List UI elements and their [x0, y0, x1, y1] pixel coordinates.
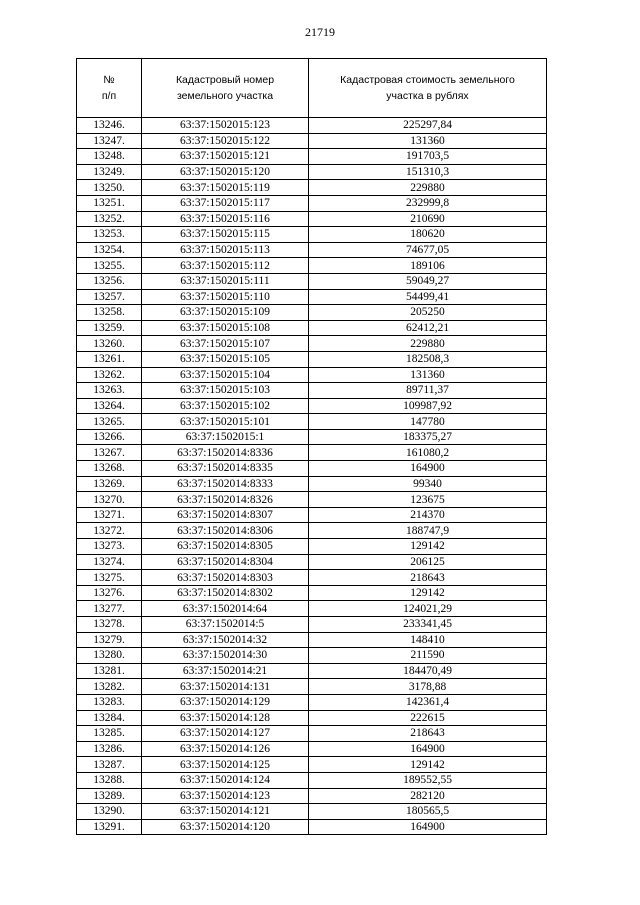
- row-number-cell: 13289.: [77, 788, 142, 804]
- table-row: [77, 398, 547, 414]
- cadastral-number-cell: 63:37:1502014:131: [142, 679, 309, 695]
- cadastral-value-cell: 232999,8: [309, 195, 547, 211]
- row-number-cell: 13264.: [77, 398, 142, 414]
- row-number-cell: 13280.: [77, 648, 142, 664]
- cadastral-value-cell: 222615: [309, 710, 547, 726]
- table-row: [77, 694, 547, 710]
- table-body: [77, 118, 547, 835]
- cadastral-value-cell: 206125: [309, 554, 547, 570]
- cadastral-value-cell: 189106: [309, 258, 547, 274]
- cadastral-number-cell: 63:37:1502015:111: [142, 273, 309, 289]
- cadastral-number-cell: 63:37:1502014:30: [142, 648, 309, 664]
- cadastral-value-cell: 164900: [309, 741, 547, 757]
- table-row: [77, 585, 547, 601]
- cadastral-value-table: [76, 58, 547, 835]
- cadastral-value-cell: 229880: [309, 336, 547, 352]
- table-row: [77, 445, 547, 461]
- row-number-cell: 13263.: [77, 383, 142, 399]
- cadastral-number-cell: 63:37:1502014:8303: [142, 570, 309, 586]
- table-row: [77, 367, 547, 383]
- cadastral-number-cell: 63:37:1502015:117: [142, 195, 309, 211]
- row-number-cell: 13279.: [77, 632, 142, 648]
- header-row: [77, 59, 547, 118]
- cadastral-number-cell: 63:37:1502015:122: [142, 133, 309, 149]
- cadastral-value-cell: 99340: [309, 476, 547, 492]
- row-number-cell: 13260.: [77, 336, 142, 352]
- cadastral-number-cell: 63:37:1502015:115: [142, 227, 309, 243]
- cadastral-number-cell: 63:37:1502015:110: [142, 289, 309, 305]
- cadastral-number-cell: 63:37:1502014:126: [142, 741, 309, 757]
- table-row: [77, 133, 547, 149]
- cadastral-number-cell: 63:37:1502014:123: [142, 788, 309, 804]
- cadastral-number-cell: 63:37:1502014:32: [142, 632, 309, 648]
- cadastral-number-cell: 63:37:1502015:112: [142, 258, 309, 274]
- cadastral-number-cell: 63:37:1502014:8326: [142, 492, 309, 508]
- row-number-cell: 13253.: [77, 227, 142, 243]
- table-row: [77, 429, 547, 445]
- row-number-cell: 13267.: [77, 445, 142, 461]
- row-number-cell: 13283.: [77, 694, 142, 710]
- cadastral-number-cell: 63:37:1502014:64: [142, 601, 309, 617]
- cadastral-number-cell: 63:37:1502015:113: [142, 242, 309, 258]
- row-number-cell: 13248.: [77, 149, 142, 165]
- row-number-cell: 13256.: [77, 273, 142, 289]
- cadastral-value-cell: 210690: [309, 211, 547, 227]
- page-number: 21719: [305, 25, 335, 39]
- table-row: [77, 788, 547, 804]
- table-row: [77, 726, 547, 742]
- cadastral-number-cell: 63:37:1502015:109: [142, 305, 309, 321]
- cadastral-value-cell: 218643: [309, 726, 547, 742]
- table-row: [77, 570, 547, 586]
- cadastral-number-cell: 63:37:1502015:102: [142, 398, 309, 414]
- cadastral-value-cell: 180620: [309, 227, 547, 243]
- cadastral-value-cell: 62412,21: [309, 320, 547, 336]
- cadastral-number-cell: 63:37:1502014:8333: [142, 476, 309, 492]
- table-row: [77, 258, 547, 274]
- table-row: [77, 523, 547, 539]
- table-row: [77, 601, 547, 617]
- cadastral-number-cell: 63:37:1502014:124: [142, 772, 309, 788]
- table-row: [77, 617, 547, 633]
- cadastral-value-cell: 59049,27: [309, 273, 547, 289]
- row-number-cell: 13249.: [77, 164, 142, 180]
- table-row: [77, 149, 547, 165]
- cadastral-value-cell: 131360: [309, 133, 547, 149]
- row-number-cell: 13266.: [77, 429, 142, 445]
- table-row: [77, 507, 547, 523]
- cadastral-value-cell: 164900: [309, 819, 547, 835]
- row-number-cell: 13272.: [77, 523, 142, 539]
- header-number: [77, 59, 142, 118]
- table-row: [77, 195, 547, 211]
- cadastral-number-cell: 63:37:1502014:120: [142, 819, 309, 835]
- cadastral-value-cell: 147780: [309, 414, 547, 430]
- row-number-cell: 13290.: [77, 804, 142, 820]
- row-number-cell: 13261.: [77, 351, 142, 367]
- cadastral-number-cell: 63:37:1502014:8305: [142, 539, 309, 555]
- cadastral-value-cell: 131360: [309, 367, 547, 383]
- cadastral-value-cell: 180565,5: [309, 804, 547, 820]
- row-number-cell: 13254.: [77, 242, 142, 258]
- table-row: [77, 211, 547, 227]
- cadastral-number-cell: 63:37:1502015:101: [142, 414, 309, 430]
- row-number-cell: 13247.: [77, 133, 142, 149]
- cadastral-value-cell: 225297,84: [309, 118, 547, 134]
- cadastral-value-cell: 183375,27: [309, 429, 547, 445]
- row-number-cell: 13269.: [77, 476, 142, 492]
- row-number-cell: 13252.: [77, 211, 142, 227]
- cadastral-value-cell: 142361,4: [309, 694, 547, 710]
- row-number-cell: 13276.: [77, 585, 142, 601]
- cadastral-value-cell: 188747,9: [309, 523, 547, 539]
- cadastral-value-cell: 218643: [309, 570, 547, 586]
- cadastral-value-cell: 129142: [309, 585, 547, 601]
- cadastral-number-cell: 63:37:1502014:5: [142, 617, 309, 633]
- row-number-cell: 13288.: [77, 772, 142, 788]
- table-row: [77, 648, 547, 664]
- table-row: [77, 320, 547, 336]
- header-cadastral-number-line1: Кадастровый номер: [175, 74, 275, 86]
- cadastral-value-cell: 124021,29: [309, 601, 547, 617]
- row-number-cell: 13255.: [77, 258, 142, 274]
- table-row: [77, 227, 547, 243]
- row-number-cell: 13262.: [77, 367, 142, 383]
- cadastral-number-cell: 63:37:1502014:8307: [142, 507, 309, 523]
- table-row: [77, 336, 547, 352]
- cadastral-value-cell: 282120: [309, 788, 547, 804]
- cadastral-number-cell: 63:37:1502015:108: [142, 320, 309, 336]
- row-number-cell: 13257.: [77, 289, 142, 305]
- row-number-cell: 13259.: [77, 320, 142, 336]
- cadastral-number-cell: 63:37:1502015:1: [142, 429, 309, 445]
- table-header: [77, 59, 547, 118]
- row-number-cell: 13270.: [77, 492, 142, 508]
- cadastral-value-cell: 164900: [309, 461, 547, 477]
- cadastral-number-cell: 63:37:1502014:127: [142, 726, 309, 742]
- cadastral-value-cell: 109987,92: [309, 398, 547, 414]
- cadastral-number-cell: 63:37:1502015:116: [142, 211, 309, 227]
- cadastral-number-cell: 63:37:1502015:105: [142, 351, 309, 367]
- table-row: [77, 273, 547, 289]
- table-row: [77, 772, 547, 788]
- cadastral-number-cell: 63:37:1502015:123: [142, 118, 309, 134]
- cadastral-number-cell: 63:37:1502015:120: [142, 164, 309, 180]
- cadastral-number-cell: 63:37:1502014:121: [142, 804, 309, 820]
- table-row: [77, 242, 547, 258]
- table-row: [77, 539, 547, 555]
- cadastral-value-cell: 189552,55: [309, 772, 547, 788]
- cadastral-value-cell: 74677,05: [309, 242, 547, 258]
- row-number-cell: 13271.: [77, 507, 142, 523]
- row-number-cell: 13265.: [77, 414, 142, 430]
- cadastral-number-cell: 63:37:1502015:119: [142, 180, 309, 196]
- cadastral-value-cell: 191703,5: [309, 149, 547, 165]
- table-row: [77, 679, 547, 695]
- cadastral-value-cell: 205250: [309, 305, 547, 321]
- row-number-cell: 13284.: [77, 710, 142, 726]
- table-row: [77, 164, 547, 180]
- header-cadastral-value-line2: участка в рублях: [386, 90, 469, 102]
- cadastral-number-cell: 63:37:1502014:8306: [142, 523, 309, 539]
- cadastral-number-cell: 63:37:1502014:8302: [142, 585, 309, 601]
- table-row: [77, 492, 547, 508]
- header-cadastral-value: [309, 59, 547, 118]
- header-cadastral-number-line2: земельного участка: [176, 90, 274, 102]
- cadastral-number-cell: 63:37:1502014:125: [142, 757, 309, 773]
- table-row: [77, 710, 547, 726]
- row-number-cell: 13273.: [77, 539, 142, 555]
- row-number-cell: 13251.: [77, 195, 142, 211]
- table-row: [77, 118, 547, 134]
- table-row: [77, 383, 547, 399]
- table-row: [77, 305, 547, 321]
- cadastral-number-cell: 63:37:1502014:21: [142, 663, 309, 679]
- cadastral-value-cell: 182508,3: [309, 351, 547, 367]
- cadastral-number-cell: 63:37:1502014:8336: [142, 445, 309, 461]
- cadastral-value-cell: 211590: [309, 648, 547, 664]
- table-row: [77, 554, 547, 570]
- row-number-cell: 13285.: [77, 726, 142, 742]
- cadastral-number-cell: 63:37:1502015:104: [142, 367, 309, 383]
- row-number-cell: 13281.: [77, 663, 142, 679]
- cadastral-value-cell: 148410: [309, 632, 547, 648]
- table-row: [77, 461, 547, 477]
- cadastral-number-cell: 63:37:1502015:121: [142, 149, 309, 165]
- row-number-cell: 13286.: [77, 741, 142, 757]
- table-row: [77, 741, 547, 757]
- cadastral-value-cell: 161080,2: [309, 445, 547, 461]
- cadastral-number-cell: 63:37:1502014:8335: [142, 461, 309, 477]
- row-number-cell: 13282.: [77, 679, 142, 695]
- row-number-cell: 13291.: [77, 819, 142, 835]
- cadastral-value-cell: 214370: [309, 507, 547, 523]
- table-row: [77, 289, 547, 305]
- cadastral-value-cell: 3178,88: [309, 679, 547, 695]
- row-number-cell: 13287.: [77, 757, 142, 773]
- cadastral-number-cell: 63:37:1502015:103: [142, 383, 309, 399]
- cadastral-number-cell: 63:37:1502014:8304: [142, 554, 309, 570]
- cadastral-number-cell: 63:37:1502014:129: [142, 694, 309, 710]
- cadastral-value-cell: 129142: [309, 539, 547, 555]
- cadastral-value-cell: 89711,37: [309, 383, 547, 399]
- cadastral-value-cell: 233341,45: [309, 617, 547, 633]
- row-number-cell: 13250.: [77, 180, 142, 196]
- row-number-cell: 13246.: [77, 118, 142, 134]
- header-number-line1: №: [103, 74, 115, 86]
- header-number-line2: п/п: [101, 90, 117, 102]
- row-number-cell: 13258.: [77, 305, 142, 321]
- table-row: [77, 632, 547, 648]
- table-row: [77, 351, 547, 367]
- row-number-cell: 13277.: [77, 601, 142, 617]
- table-row: [77, 819, 547, 835]
- cadastral-number-cell: 63:37:1502014:128: [142, 710, 309, 726]
- cadastral-value-cell: 54499,41: [309, 289, 547, 305]
- row-number-cell: 13268.: [77, 461, 142, 477]
- header-cadastral-number: [142, 59, 309, 118]
- row-number-cell: 13274.: [77, 554, 142, 570]
- row-number-cell: 13278.: [77, 617, 142, 633]
- cadastral-value-cell: 229880: [309, 180, 547, 196]
- cadastral-value-cell: 184470,49: [309, 663, 547, 679]
- cadastral-value-cell: 129142: [309, 757, 547, 773]
- table-row: [77, 414, 547, 430]
- cadastral-value-cell: 123675: [309, 492, 547, 508]
- table-row: [77, 180, 547, 196]
- row-number-cell: 13275.: [77, 570, 142, 586]
- cadastral-number-cell: 63:37:1502015:107: [142, 336, 309, 352]
- cadastral-value-cell: 151310,3: [309, 164, 547, 180]
- table-row: [77, 663, 547, 679]
- table-row: [77, 804, 547, 820]
- table-row: [77, 476, 547, 492]
- table-row: [77, 757, 547, 773]
- header-cadastral-value-line1: Кадастровая стоимость земельного: [340, 74, 515, 86]
